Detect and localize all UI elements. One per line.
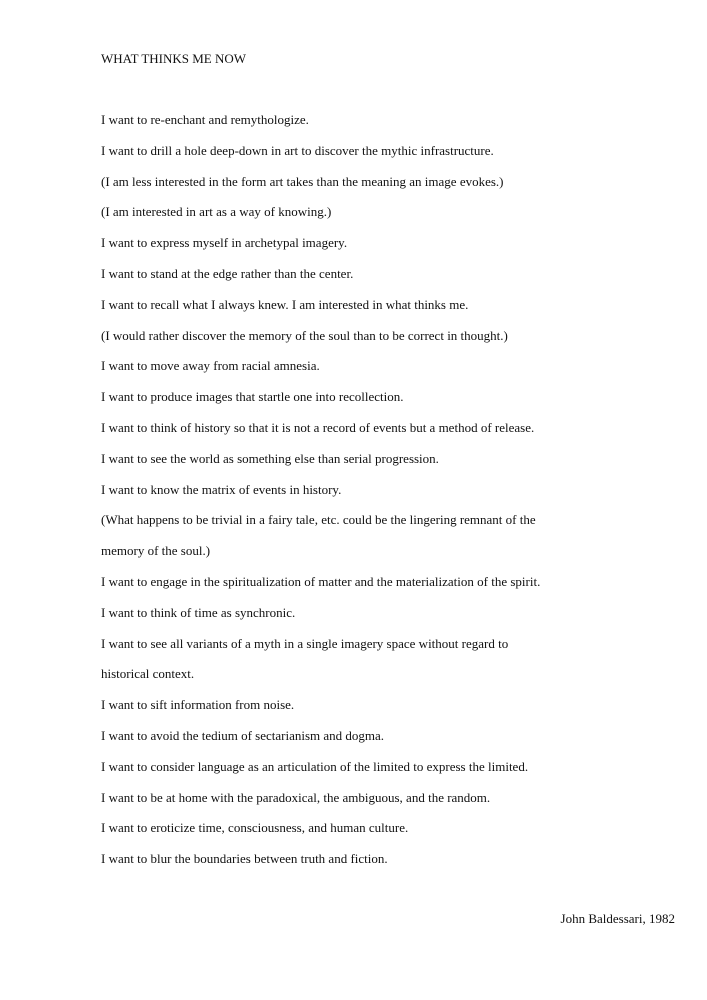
- statement-line: I want to stand at the edge rather than the center.: [101, 265, 354, 281]
- statement-line: (I would rather discover the memory of the soul than to be correct in thought.): [101, 327, 508, 343]
- statement-line: (What happens to be trivial in a fairy tale, etc. could be the lingering remnant of the: [101, 512, 536, 528]
- statement-line: I want to see the world as something else than serial progression.: [101, 450, 439, 466]
- statement-line: I want to eroticize time, consciousness, and human culture.: [101, 820, 409, 836]
- statement-line: I want to sift information from noise.: [101, 697, 295, 713]
- statement-line: I want to know the matrix of events in history.: [101, 481, 342, 497]
- statement-line: I want to engage in the spiritualization of matter and the materialization of the spirit.: [101, 573, 541, 589]
- statement-line: I want to recall what I always knew. I am interested in what thinks me.: [101, 296, 469, 312]
- statement-line: I want to move away from racial amnesia.: [101, 358, 320, 374]
- statement-line: I want to produce images that startle one into recollection.: [101, 389, 404, 405]
- statement-list: [101, 112, 691, 882]
- statement-line: historical context.: [101, 666, 195, 682]
- statement-line: I want to be at home with the paradoxical, the ambiguous, and the random.: [101, 789, 491, 805]
- statement-line: I want to avoid the tedium of sectarianism and dogma.: [101, 727, 385, 743]
- author-signature: John Baldessari, 1982: [560, 911, 675, 926]
- statement-line: (I am less interested in the form art takes than the meaning an image evokes.): [101, 173, 504, 189]
- statement-line: I want to drill a hole deep-down in art to discover the mythic infrastructure.: [101, 142, 494, 158]
- document-title: WHAT THINKS ME NOW: [101, 51, 247, 66]
- statement-line: I want to think of history so that it is not a record of events but a method of release.: [101, 419, 535, 435]
- statement-line: I want to express myself in archetypal imagery.: [101, 235, 348, 251]
- statement-line: I want to re-enchant and remythologize.: [101, 112, 309, 127]
- statement-line: I want to blur the boundaries between truth and fiction.: [101, 851, 388, 867]
- statement-line: (I am interested in art as a way of knowing.): [101, 204, 332, 220]
- statement-line: I want to consider language as an articulation of the limited to express the limited.: [101, 758, 529, 774]
- statement-line: memory of the soul.): [101, 543, 211, 559]
- statement-line: I want to see all variants of a myth in a single imagery space without regard to: [101, 635, 509, 651]
- statement-line: I want to think of time as synchronic.: [101, 604, 296, 620]
